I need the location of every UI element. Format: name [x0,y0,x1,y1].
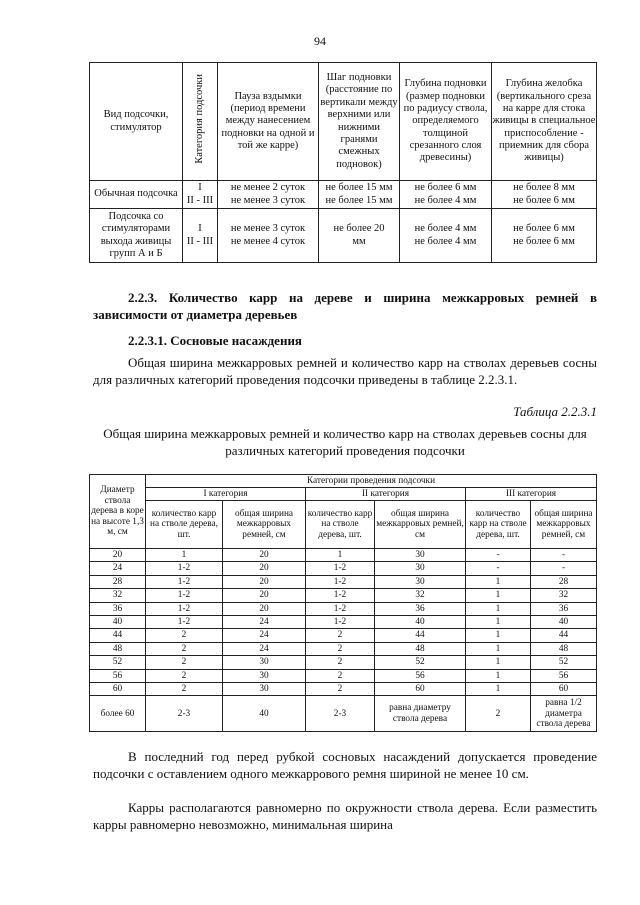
t2-cell: 1 [466,575,531,588]
t2-cell: - [531,549,597,562]
t2-cell: 30 [223,669,306,682]
t2-cell: 52 [90,656,146,669]
t2-cell: 44 [531,629,597,642]
t1-cell: Обычная подсочка [90,181,183,209]
table-row [90,589,597,602]
t2-cell: 1-2 [146,562,223,575]
t2-cell: 20 [223,562,306,575]
t2-cell: равна 1/2 диаметра ствола дерева [531,696,597,732]
t2-header-group: Категории проведения подсочки [146,475,597,488]
t1-header-groove: Глубина желобка (вертикального среза на карре для стока живицы в специальное приспособление - приемник для сбора живицы) [492,63,597,181]
t1-cell: не более 4 мм не более 4 мм [400,209,492,263]
t1-header-depth: Глубина подновки (размер подновки по радиусу ствола, определяемого толщиной срезанного слоя древесины) [400,63,492,181]
t2-cell: 1 [466,656,531,669]
t2-subheader: количество карр на стволе дерева, шт. [146,501,223,549]
table-row [90,615,597,628]
table-row [90,682,597,695]
t1-cell: не более 20 мм [319,209,400,263]
pine-carre-table [89,474,597,732]
t2-cell: 30 [223,682,306,695]
t2-cell: 2 [306,656,375,669]
t2-cell: 32 [531,589,597,602]
t2-cell: 1 [466,642,531,655]
t1-cell: не более 6 мм не более 6 мм [492,209,597,263]
t2-cell: 1 [146,549,223,562]
t2-cell: 24 [90,562,146,575]
table-row [90,549,597,562]
t1-cell: Подсочка со стимуляторами выхода живицы групп А и Б [90,209,183,263]
t2-cell: 60 [531,682,597,695]
table-row [90,562,597,575]
t2-cell: 44 [375,629,466,642]
t2-cell: 1-2 [146,615,223,628]
t1-cell: I II - III [183,209,218,263]
t2-subheader: общая ширина межкарровых ремней, см [531,501,597,549]
table-row [90,209,597,263]
t2-cell: 24 [223,629,306,642]
t2-cell: 2 [306,669,375,682]
t2-cell: 2 [146,642,223,655]
t2-cell: более 60 [90,696,146,732]
table-row [90,181,597,209]
t2-cell: 32 [90,589,146,602]
t2-cell: 48 [531,642,597,655]
t2-cell: 2 [306,642,375,655]
t2-cell: 1-2 [306,615,375,628]
t1-header-pause: Пауза вздымки (период времени между нанесением подновки на одной и той же карре) [218,63,319,181]
t2-subheader: количество карр на стволе дерева, шт. [466,501,531,549]
table-row [90,602,597,615]
t2-cell: 1-2 [306,575,375,588]
t2-cell: 1 [466,682,531,695]
t2-cell: 30 [223,656,306,669]
t2-cell: 20 [223,575,306,588]
t2-cell: - [531,562,597,575]
t2-cell: 20 [223,602,306,615]
t2-header-cat2: II категория [306,488,466,501]
t2-cell: 1-2 [306,602,375,615]
tapping-parameters-table [89,62,597,263]
table-caption: Общая ширина межкарровых ремней и количество карр на стволах деревьев сосны для различных категорий проведения подсочки [103,426,587,458]
t2-cell: 20 [90,549,146,562]
paragraph: Карры располагаются равномерно по окружности ствола дерева. Если разместить карры равномерно невозможно, минимальная ширина [93,800,597,832]
t1-header-category: Категория подсочки [183,63,218,181]
table-row [90,656,597,669]
t2-cell: 30 [375,549,466,562]
table-row [90,669,597,682]
t2-cell: 1 [306,549,375,562]
t2-cell: 40 [90,615,146,628]
t1-cell: не менее 3 суток не менее 4 суток [218,209,319,263]
t1-header-step: Шаг подновки (расстояние по вертикали между верхними или нижними гранями смежных подновок) [319,63,400,181]
t2-header-cat3: III категория [466,488,597,501]
subsection-title: 2.2.3.1. Сосновые насаждения [128,333,302,348]
section-title: 2.2.3. Количество карр на дереве и ширина межкарровых ремней в зависимости от диаметра деревьев [93,290,597,322]
t2-cell: 52 [375,656,466,669]
table-row [90,575,597,588]
t2-cell: 36 [531,602,597,615]
t2-cell: 2-3 [146,696,223,732]
t2-cell: 28 [90,575,146,588]
page-number: 94 [314,34,326,48]
t1-cell: не более 15 мм не более 15 мм [319,181,400,209]
paragraph: Общая ширина межкарровых ремней и количество карр на стволах деревьев сосны для различных категорий проведения подсочки приведены в таблице 2.2.3.1. [93,355,597,387]
t2-cell: 40 [375,615,466,628]
t2-cell: 1 [466,589,531,602]
t1-cell: I II - III [183,181,218,209]
t2-cell: - [466,549,531,562]
t2-subheader: количество карр на стволе дерева, шт. [306,501,375,549]
t2-cell: 2 [146,656,223,669]
t2-cell: 40 [223,696,306,732]
t2-cell: 1 [466,669,531,682]
t2-cell: 60 [375,682,466,695]
t2-cell: равна диаметру ствола дерева [375,696,466,732]
t2-cell: 1 [466,615,531,628]
t2-cell: 2-3 [306,696,375,732]
t2-cell: 1-2 [146,589,223,602]
t2-cell: 36 [90,602,146,615]
t2-cell: 48 [375,642,466,655]
t2-cell: 36 [375,602,466,615]
t2-cell: 2 [306,682,375,695]
t2-cell: 2 [146,669,223,682]
t2-cell: 52 [531,656,597,669]
t2-cell: 1-2 [146,575,223,588]
t2-cell: 24 [223,642,306,655]
t2-cell: 1-2 [306,562,375,575]
t1-cell: не более 8 мм не более 6 мм [492,181,597,209]
t2-cell: 44 [90,629,146,642]
t2-cell: 40 [531,615,597,628]
t2-cell: 1 [466,602,531,615]
table-row [90,642,597,655]
t2-cell: 1 [466,629,531,642]
table-label: Таблица 2.2.3.1 [513,404,597,419]
t2-cell: 56 [531,669,597,682]
paragraph: В последний год перед рубкой сосновых насаждений допускается проведение подсочки с оставлением одного межкаррового ремня шириной не менее 10 см. [93,749,597,781]
t2-cell: 56 [375,669,466,682]
table-row [90,629,597,642]
t2-cell: 28 [531,575,597,588]
t2-cell: 60 [90,682,146,695]
t1-cell: не более 6 мм не более 4 мм [400,181,492,209]
t2-cell: 30 [375,575,466,588]
t2-cell: 2 [146,629,223,642]
t2-cell: - [466,562,531,575]
t2-cell: 24 [223,615,306,628]
t2-cell: 1-2 [306,589,375,602]
t2-subheader: общая ширина межкарровых ремней, см [223,501,306,549]
t2-cell: 1-2 [146,602,223,615]
t2-cell: 20 [223,589,306,602]
t2-cell: 48 [90,642,146,655]
t2-cell: 30 [375,562,466,575]
t2-subheader: общая ширина межкарровых ремней, см [375,501,466,549]
t1-header-type: Вид подсочки, стимулятор [90,63,183,181]
t1-cell: не менее 2 суток не менее 3 суток [218,181,319,209]
t2-header-cat1: I категория [146,488,306,501]
table-row [90,696,597,732]
t2-cell: 56 [90,669,146,682]
t2-cell: 2 [146,682,223,695]
t2-header-diameter: Диаметр ствола дерева в коре на высоте 1,3 м, см [90,475,146,549]
t2-cell: 32 [375,589,466,602]
t2-cell: 2 [466,696,531,732]
t2-cell: 2 [306,629,375,642]
t2-cell: 20 [223,549,306,562]
